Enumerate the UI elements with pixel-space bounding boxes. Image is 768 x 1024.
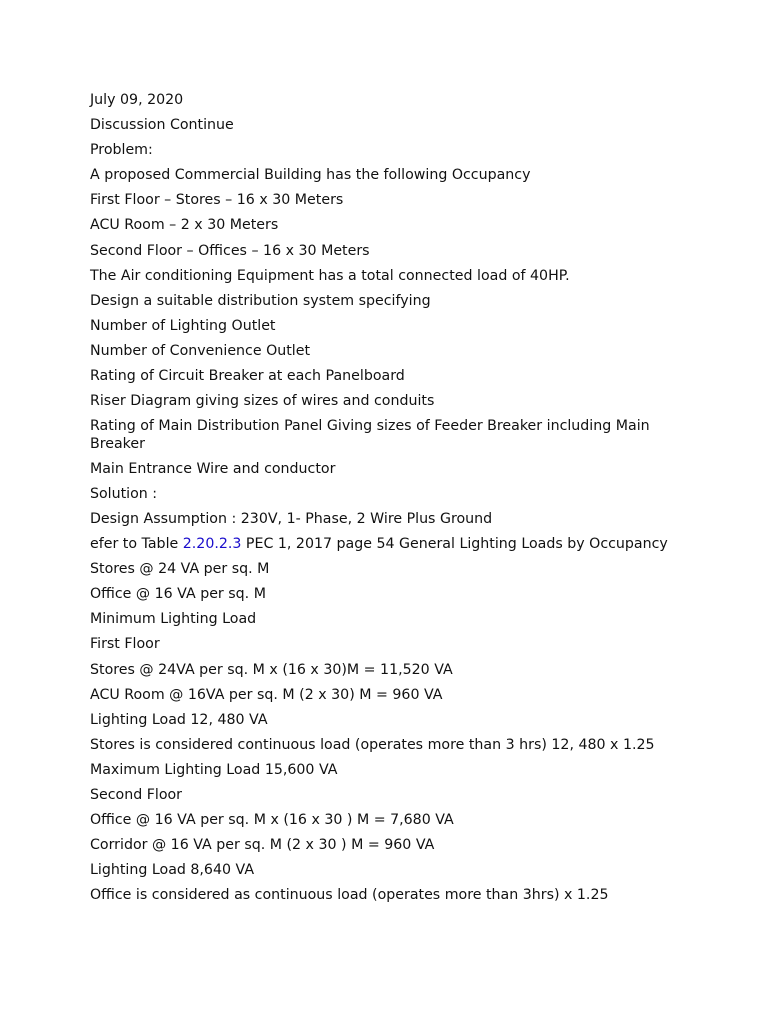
calc-office-load: Office @ 16 VA per sq. M x (16 x 30 ) M = 7,680 VA	[90, 812, 454, 829]
requirement-item: Rating of Circuit Breaker at each Panelboard	[90, 368, 405, 385]
reference-prefix: efer to Table	[90, 536, 183, 553]
occupancy-first-floor: First Floor – Stores – 16 x 30 Meters	[90, 192, 344, 209]
reference-suffix: PEC 1, 2017 page 54 General Lighting Loads by Occupancy	[241, 536, 668, 553]
occupancy-acu-room: ACU Room – 2 x 30 Meters	[90, 217, 279, 234]
first-floor-lighting-load: Lighting Load 12, 480 VA	[90, 711, 268, 728]
requirement-item: Rating of Main Distribution Panel Giving sizes of Feeder Breaker including Main Breaker	[90, 418, 650, 452]
requirement-item: Main Entrance Wire and conductor	[90, 460, 336, 477]
unit-load-stores: Stores @ 24 VA per sq. M	[90, 561, 270, 578]
problem-statement: A proposed Commercial Building has the following Occupancy	[90, 167, 531, 184]
maximum-lighting-load: Maximum Lighting Load 15,600 VA	[90, 761, 338, 778]
date-line: July 09, 2020	[90, 92, 184, 108]
heading-solution: Solution :	[90, 485, 158, 502]
table-reference-link[interactable]: 2.20.2.3	[182, 536, 242, 553]
design-requirement-line: Design a suitable distribution system specifying	[90, 292, 431, 309]
aircon-load-line: The Air conditioning Equipment has a total connected load of 40HP.	[90, 267, 570, 284]
office-continuous-load-line: Office is considered as continuous load (operates more than 3hrs) x 1.25	[90, 887, 609, 904]
second-floor-lighting-load: Lighting Load 8,640 VA	[90, 862, 255, 879]
calc-corridor-load: Corridor @ 16 VA per sq. M (2 x 30 ) M = 960 VA	[90, 837, 435, 854]
unit-load-office: Office @ 16 VA per sq. M	[90, 586, 266, 603]
stores-continuous-load-line: Stores is considered continuous load (operates more than 3 hrs) 12, 480 x 1.25	[90, 736, 655, 753]
requirement-item: Number of Convenience Outlet	[90, 342, 311, 359]
heading-second-floor: Second Floor	[90, 787, 183, 804]
calc-stores-load: Stores @ 24VA per sq. M x (16 x 30)M = 11,520 VA	[90, 661, 453, 678]
heading-problem: Problem:	[90, 142, 153, 159]
heading-minimum-lighting-load: Minimum Lighting Load	[90, 611, 257, 628]
requirement-item: Number of Lighting Outlet	[90, 317, 276, 334]
occupancy-second-floor: Second Floor – Offices – 16 x 30 Meters	[90, 242, 370, 259]
heading-first-floor: First Floor	[90, 636, 160, 653]
heading-discussion: Discussion Continue	[90, 117, 234, 134]
requirement-item: Riser Diagram giving sizes of wires and conduits	[90, 393, 435, 410]
design-assumption-line: Design Assumption : 230V, 1- Phase, 2 Wire Plus Ground	[90, 511, 493, 527]
calc-acu-room-load: ACU Room @ 16VA per sq. M (2 x 30) M = 960 VA	[90, 686, 443, 703]
table-reference-line	[90, 536, 680, 554]
